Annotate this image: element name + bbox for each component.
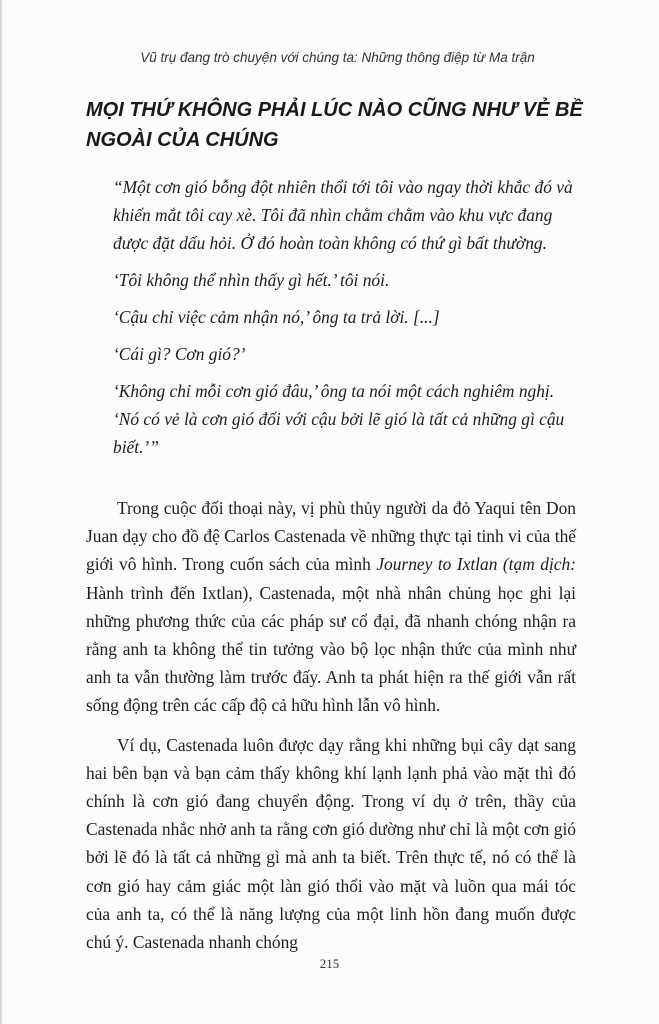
body-paragraph: Ví dụ, Castenada luôn được dạy rằng khi những bụi cây dạt sang hai bên bạn và bạn cảm thấy không khí lạnh lạnh phả vào mặt thì đó chính là cơn gió đang chuyển động. Trong ví dụ ở trên, thầy của Castenada nhắc nhở anh ta rằng cơn gió dường như chỉ là một cơn gió bởi lẽ đó là tất cả những gì mà anh ta biết. Trên thực tế, nó có thể là cơn gió hay cảm giác một làn gió thổi vào mặt và luồn qua mái tóc của anh ta, có thể là năng lượng của một linh hồn đang muốn được chú ý. Castenada nhanh chóng bbox=[86, 734, 576, 953]
quote-paragraph: ‘Không chỉ mỗi cơn gió đâu,’ ông ta nói một cách nghiêm nghị. ‘Nó có vẻ là cơn gió đối với cậu bởi lẽ gió là tất cả những gì cậu biết.’” bbox=[113, 381, 565, 457]
quote-paragraph: ‘Tôi không thể nhìn thấy gì hết.’ tôi nói. bbox=[113, 270, 390, 290]
body-paragraph bbox=[86, 494, 576, 720]
body-text bbox=[86, 494, 576, 967]
running-header: Vũ trụ đang trò chuyện với chúng ta: Những thông điệp từ Ma trận bbox=[140, 50, 535, 65]
block-quote bbox=[113, 173, 575, 470]
page-edge-divider bbox=[0, 0, 2, 1024]
body-text-span: Trong cuộc đối thoại này, vị phù thủy người da đỏ Yaqui tên Don Juan dạy cho đồ đệ Carlos Castenada về những thực tại tinh vi của thế giới vô hình. Trong cuốn sách của mình bbox=[86, 498, 576, 575]
body-text-span: Hành trình đến Ixtlan), Castenada, một nhà nhân chủng học ghi lại những phương thức của các pháp sư cổ đại, đã nhanh chóng nhận ra rằng anh ta không thể tin tưởng vào bộ lọc nhận thức của mình như anh ta vẫn thường làm trước đấy. Anh ta phát hiện ra thế giới vẫn rất sống động trên các cấp độ cả hữu hình lẫn vô hình. bbox=[86, 582, 576, 716]
quote-paragraph: “Một cơn gió bỗng đột nhiên thổi tới tôi vào ngay thời khắc đó và khiến mắt tôi cay xè. Tôi đã nhìn chằm chằm vào khu vực đang được đặt dấu hỏi. Ở đó hoàn toàn không có thứ gì bất thường. bbox=[113, 177, 573, 253]
book-title: Journey to Ixtlan (tạm dịch: bbox=[376, 554, 576, 575]
page-number: 215 bbox=[319, 956, 340, 971]
quote-paragraph: ‘Cậu chỉ việc cảm nhận nó,’ ông ta trả lời. [...] bbox=[113, 307, 440, 327]
quote-paragraph: ‘Cái gì? Cơn gió?’ bbox=[113, 344, 246, 364]
section-title: MỌI THỨ KHÔNG PHẢI LÚC NÀO CŨNG NHƯ VẺ BỀ NGOÀI CỦA CHÚNG bbox=[86, 99, 583, 151]
